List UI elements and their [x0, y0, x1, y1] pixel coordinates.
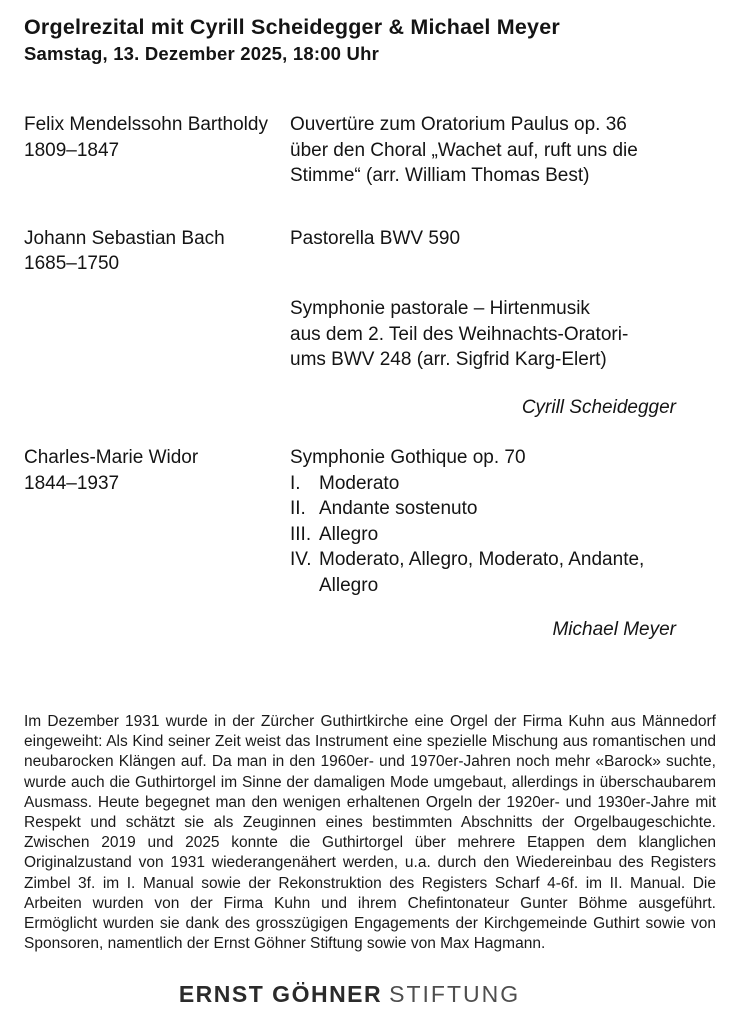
movement-label: Moderato — [319, 472, 400, 494]
movement-number: IV. — [290, 549, 312, 570]
program-entry-mendelssohn — [24, 112, 716, 189]
performer-name: Michael Meyer — [552, 619, 676, 640]
movement-label: Allegro — [319, 523, 379, 545]
works-block — [290, 226, 716, 421]
movement-label: Allegro — [319, 574, 379, 596]
composer-name: Johann Sebastian Bach — [24, 227, 225, 249]
work-line: aus dem 2. Teil des Weihnachts-Oratori- — [290, 323, 629, 345]
movement-number: I. — [290, 472, 301, 494]
work-line: Stimme“ (arr. William Thomas Best) — [290, 165, 590, 186]
composer-name: Felix Mendelssohn Bartholdy — [24, 114, 268, 135]
page-subtitle: Samstag, 13. Dezember 2025, 18:00 Uhr — [24, 43, 379, 64]
ernst-goehner-stiftung-logo — [0, 980, 720, 1008]
work-title: Symphonie Gothique op. 70 — [290, 447, 526, 468]
movement-list — [290, 471, 716, 599]
logo-text-bold: ERNST GÖHNER — [178, 981, 383, 1007]
page-title: Orgelrezital mit Cyrill Scheidegger & Michael Meyer — [24, 15, 560, 39]
work-line: über den Choral „Wachet auf, ruft uns die — [290, 139, 638, 161]
work-line: ums BWV 248 (arr. Sigfrid Karg-Elert) — [290, 349, 607, 370]
program-entry-widor — [24, 445, 716, 643]
movement-row — [290, 547, 716, 573]
works-block — [290, 445, 716, 643]
composer-dates: 1844–1937 — [24, 472, 120, 494]
movement-row — [290, 496, 716, 522]
movement-label: Moderato, Allegro, Moderato, Andante, — [319, 549, 645, 570]
movement-row — [290, 471, 716, 497]
composer-block — [24, 445, 290, 496]
movement-row — [290, 573, 716, 599]
work-line: Ouvertüre zum Oratorium Paulus op. 36 — [290, 114, 627, 135]
composer-dates: 1685–1750 — [24, 253, 120, 274]
program-notes — [24, 712, 716, 954]
composer-block — [24, 226, 290, 277]
movement-number: III. — [290, 523, 312, 545]
work-line: Symphonie pastorale – Hirtenmusik — [290, 298, 590, 319]
movement-label: Andante sostenuto — [319, 498, 478, 519]
composer-block — [24, 112, 290, 163]
logo-text-light: STIFTUNG — [389, 981, 521, 1007]
composer-name: Charles-Marie Widor — [24, 447, 199, 468]
movement-number — [290, 573, 319, 599]
header — [24, 13, 716, 67]
program-entry-bach — [24, 226, 716, 421]
movement-number: II. — [290, 498, 306, 519]
works-block — [290, 112, 716, 189]
work-gap — [290, 251, 716, 296]
performer-name: Cyrill Scheidegger — [521, 396, 676, 418]
work-line: Pastorella BWV 590 — [290, 227, 461, 249]
notes-paragraph: Im Dezember 1931 wurde in der Zürcher Guthirtkirche eine Orgel der Firma Kuhn aus Männedorf eingeweiht: Als Kind seiner Zeit weist das Instrument eine spezielle Mischung aus romantischen und neubarocken Klängen auf. Da man in den 1960er- und 1970er-Jahren noch mehr «Barock» suchte, wurde auch die Guthirtorgel im Sinne der damaligen Mode umgebaut, allerdings in überschaubarem Ausmass. Heute begegnet man den wenigen erhaltenen Orgeln der 1920er- und 1930er-Jahre mit Respekt und schätzt sie als Zeuginnen eines bestimmten Abschnitts der Orgelbaugeschichte. Zwischen 2019 und 2025 konnte die Guthirtorgel über mehrere Etappen dem klanglichen Originalzustand von 1931 wiederangenähert werden, u.a. durch den Wiedereinbau des Registers Zimbel 3f. im I. Manual sowie der Rekonstruktion des Registers Scharf 4-6f. im II. Manual. Die Arbeiten wurden von der Firma Kuhn und ihrem Chefintonateur Gunter Böhme ausgeführt. Ermöglicht wurden sie dank des grosszügigen Engagements der Kirchgemeinde Guthirt sowie von Sponsoren, namentlich der Ernst Göhner Stiftung sowie von Max Hagmann. — [24, 713, 716, 953]
program-list — [24, 112, 716, 643]
movement-row — [290, 522, 716, 548]
composer-dates: 1809–1847 — [24, 139, 120, 161]
